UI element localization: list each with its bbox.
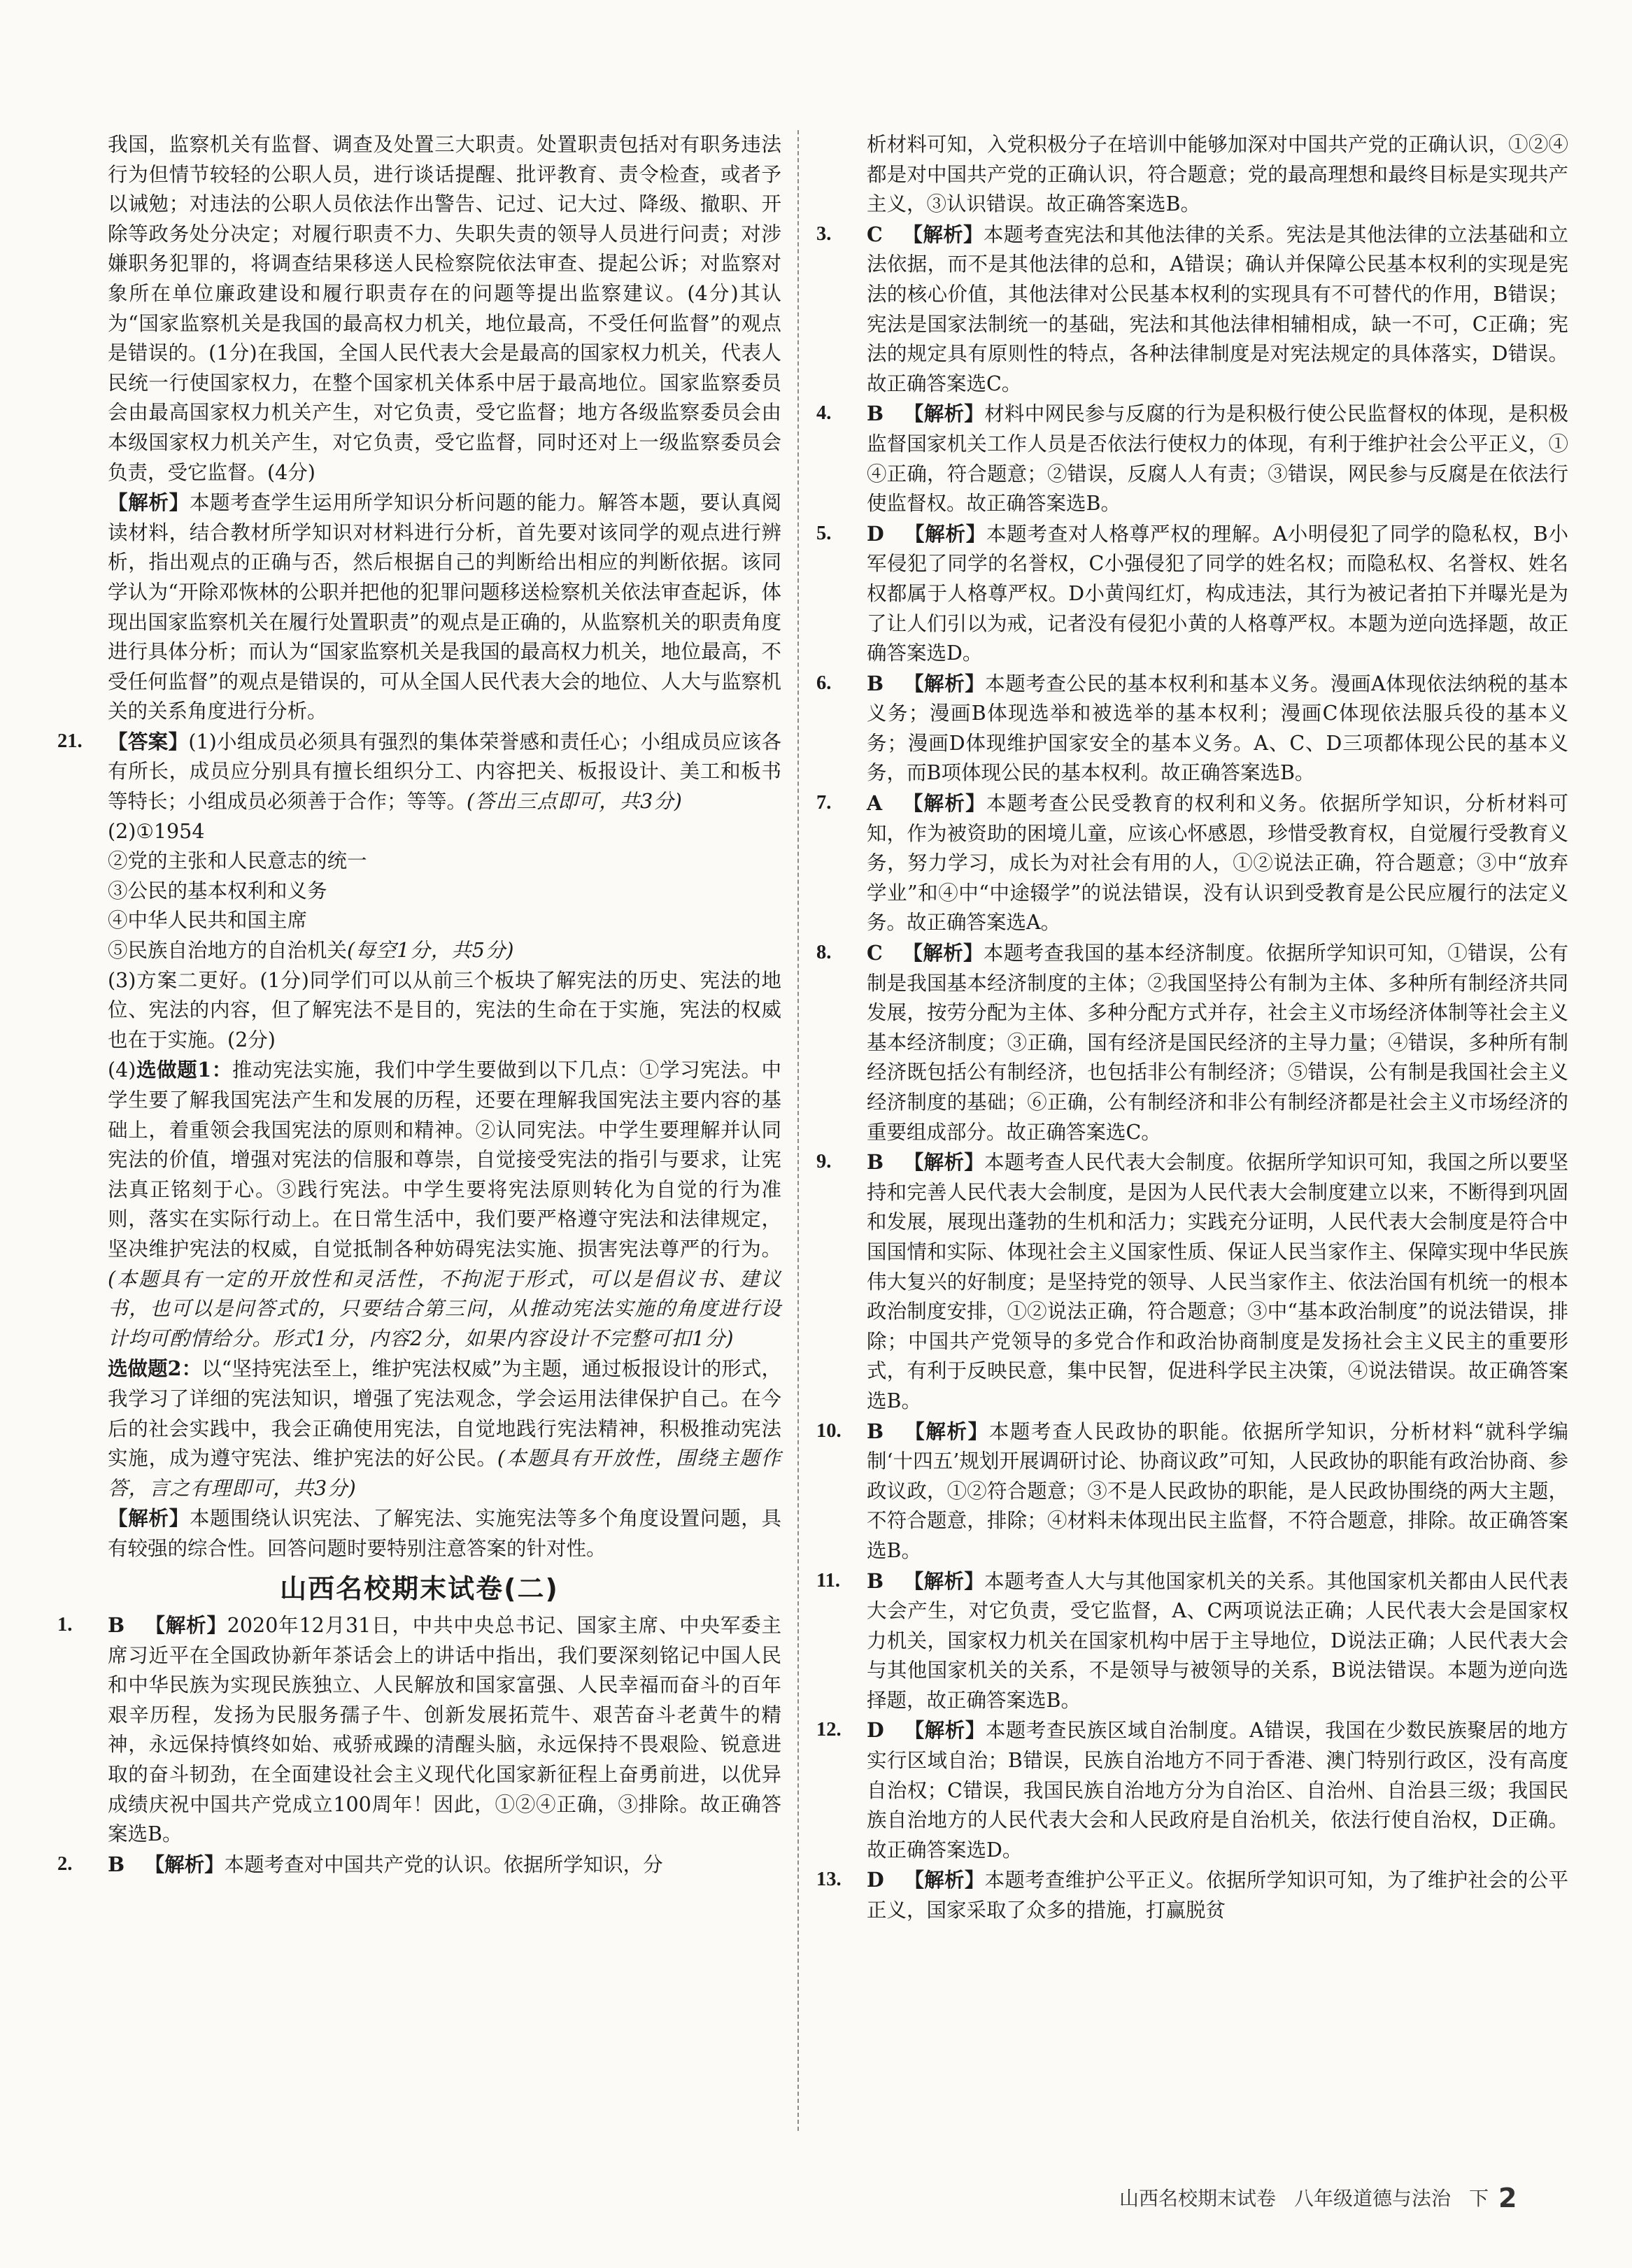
q21-part2-line: ③公民的基本权利和义务 [108,879,327,902]
item-answer: D [867,1868,884,1892]
page-footer [1119,2183,1517,2213]
item-answer: B [867,402,884,426]
q21-part2-line: ④中华人民共和国主席 [108,909,308,933]
analysis-tag: 【解析】 [904,521,986,546]
analysis-tag: 【解析】 [903,1568,985,1593]
item-answer: A [867,791,883,816]
answer-item [816,1715,1568,1865]
q21-part4-choice2: 选做题2：以“坚持宪法至上，维护宪法权威”为主题，通过板报设计的形式，我学习了详细的宪法知识，增强了宪法观念，学会运用法律保护自己。在今后的社会实践中，我会正确使用宪法，自觉地践行宪法精神，积极推动宪法实施，成为遵守宪法、维护宪法的好公民。(本题具有开放性，围绕主题作答，言之有理即可，共3分) [108,1356,781,1500]
q21-part2-line: (2)①1954 [108,819,205,843]
item-answer: B [867,1150,884,1175]
item-text: 本题考查人民政协的职能。依据所学知识，分析材料“就科学编制‘十四五’规划开展调研讨论、协商议政”可知，人民政协的职能有政治协商、参政议政，①②符合题意；③不是人民政协的职能，是人民政协围绕的两大主题，不符合题意，排除；④材料未体现出民主监督，不符合题意，排除。故正确答案选B。 [867,1419,1568,1562]
analysis-tag: 【解析】 [904,1868,985,1892]
q2-number: 2. [57,1852,73,1875]
item-answer: C [867,222,883,246]
q21-part1: 【答案】(1)小组成员必须具有强烈的集体荣誉感和责任心；小组成员应该各有所长，成员应分别具有擅长组织分工、内容把关、板报设计、美工和板书等特长；小组成员必须善于合作；等等。(答出三点即可，共3分) [108,729,781,814]
item-text: 本题考查我国的基本经济制度。依据所学知识可知，①错误，公有制是我国基本经济制度的主体；②我国坚持公有制为主体、多种所有制经济共同发展，按劳分配为主体、多种分配方式并存，社会主义市场经济体制等社会主义基本经济制度；③正确，国有经济是国民经济的主导力量；④错误，多种所有制经济既包括公有制经济，也包括非公有制经济；⑤错误，公有制是我国社会主义经济制度的基础；⑥正确，公有制经济和非公有制经济都是社会主义市场经济的重要组成部分。故正确答案选C。 [867,942,1568,1144]
item-number: 5. [816,522,832,544]
analysis-tag: 【解析】 [108,490,190,515]
analysis-tag: 【解析】 [902,791,986,816]
analysis-tag: 【解析】 [902,941,984,965]
item-answer: C [867,941,883,965]
answer-item [816,669,1568,788]
item-answer: B [867,1568,884,1593]
item-answer: D [867,521,884,546]
item-number: 10. [816,1419,842,1442]
q21-part3: (3)方案二更好。(1分)同学们可以从前三个板块了解宪法的历史、宪法的地位、宪法的内容，但了解宪法不是目的，宪法的生命在于实施，宪法的权威也在于实施。(2分) [108,968,781,1051]
item-number: 6. [816,672,832,694]
answer-item [816,519,1568,669]
item-answer: B [867,1419,884,1443]
page-number: 2 [1498,2183,1517,2213]
q1-answer: B [108,1613,125,1638]
q20-analysis [108,488,781,727]
item-number: 7. [816,792,832,814]
analysis-tag: 【解析】 [904,1718,986,1743]
q21-part4-choice1: (4)选做题1：推动宪法实施，我们中学生要做到以下几点：①学习宪法。中学生要了解我国宪法产生和发展的历程，还要在理解我国宪法主要内容的基础上，着重领会我国宪法的原则和精神。②认同宪法。中学生要理解并认同宪法的价值，增强对宪法的信服和尊崇，自觉接受宪法的指引与要求，让宪法真正铭刻于心。③践行宪法。中学生要将宪法原则转化为自觉的行为准则，落实在实际行动上。在日常生活中，我们要严格遵守宪法和法律规定，坚决维护宪法的权威，自觉抵制各种妨碍宪法实施、损害宪法尊严的行为。(本题具有一定的开放性和灵活性，不拘泥于形式，可以是倡议书、建议书，也可以是问答式的，只要结合第三问，从推动宪法实施的角度进行设计均可酌情给分。形式1分，内容2分，如果内容设计不完整可扣1分) [108,1058,781,1350]
analysis-tag: 【解析】 [902,222,984,246]
item-number: 4. [816,402,832,425]
left-column [57,130,781,1880]
item-answer: B [867,671,884,695]
item-number: 3. [816,222,832,245]
section-title: 山西名校期末试卷(二) [280,1573,559,1604]
answer-list [816,220,1568,1926]
item-text: 本题考查公民受教育的权利和义务。依据所学知识，分析材料可知，作为被资助的困境儿童，应该心怀感恩，珍惜受教育权，自觉履行受教育义务，努力学习，成长为对社会有用的人，①②说法正确，符合题意；③中“放弃学业”和④中“中途辍学”的说法错误，没有认识到受教育是公民应履行的法定义务。故正确答案选A。 [867,792,1568,935]
q2-answer: B [108,1852,125,1876]
q20-continuation [57,130,781,727]
q21-part2-line: ②党的主张和人民意志的统一 [108,849,367,873]
analysis-tag: 【解析】 [903,402,985,426]
answer-item [816,938,1568,1147]
answer-item [816,220,1568,399]
answer-item [816,399,1568,518]
item-text: 材料中网民参与反腐的行为是积极行使公民监督权的体现，是积极监督国家机关工作人员是否依法行使权力的体现，有利于维护社会公平正义，①④正确，符合题意；②错误，反腐人人有责；③错误，网民参与反腐是在依法行使监督权。故正确答案选B。 [867,402,1568,516]
item-text: 本题考查对人格尊严权的理解。A小明侵犯了同学的隐私权，B小军侵犯了同学的名誉权，C小强侵犯了同学的姓名权；而隐私权、名誉权、姓名权都属于人格尊严权。D小黄闯红灯，构成违法，其行为被记者拍下并曝光是为了让人们引以为戒，记者没有侵犯小黄的人格尊严权。本题为逆向选择题，故正确答案选D。 [867,522,1568,665]
item-text: 本题考查民族区域自治制度。A错误，我国在少数民族聚居的地方实行区域自治；B错误，民族自治地方不同于香港、澳门特别行政区，没有高度自治权；C错误，我国民族自治地方分为自治区、自治州、自治县三级；我国民族自治地方的人民代表大会和人民政府是自治机关，依法行使自治权，D正确。故正确答案选D。 [867,1719,1568,1862]
answer-item [816,1566,1568,1716]
answer-item [816,1147,1568,1416]
item-number: 8. [816,942,832,964]
item-text: 本题考查人大与其他国家机关的关系。其他国家机关都由人民代表大会产生，对它负责，受它监督，A、C两项说法正确；人民代表大会是国家权力机关，国家权力机关在国家机构中居于主导地位，D说法正确；人民代表大会与其他国家机关的关系，不是领导与被领导的关系，B说法错误。本题为逆向选择题，故正确答案选B。 [867,1569,1568,1712]
footer-volume: 下 [1469,2187,1489,2210]
item-text: 本题考查宪法和其他法律的关系。宪法是其他法律的立法基础和立法依据，而不是其他法律的总和，A错误；确认并保障公民基本权利的实现是宪法的核心价值，其他法律对公民基本权利的实现具有不可替代的作用，B错误；宪法是国家法制统一的基础，宪法和其他法律相辅相成，缺一不可，C正确；宪法的规定具有原则性的特点，各种法律制度是对宪法规定的具体落实，D错误。故正确答案选C。 [867,222,1568,395]
footer-title: 山西名校期末试卷 [1119,2187,1277,2210]
right-column [816,130,1568,1926]
q21 [57,727,781,1564]
item-number: 9. [816,1151,832,1173]
q2: 2. B 【解析】本题考查对中国共产党的认识。依据所学知识，分 [57,1850,781,1880]
analysis-tag: 【解析】 [903,671,986,695]
item-number: 12. [816,1719,842,1741]
answer-item [816,1417,1568,1566]
q21-number: 21. [57,730,83,752]
q21-part2-line: ⑤民族自治地方的自治机关(每空1分，共5分) [108,939,515,963]
q20-analysis-text: 本题考查学生运用所学知识分析问题的能力。解答本题，要认真阅读材料，结合教材所学知识对材料进行分析，首先要对该同学的观点进行辨析，指出观点的正确与否，然后根据自己的判断给出相应的判断依据。该同学认为“开除邓恢林的公职并把他的犯罪问题移送检察机关依法审查起诉，体现出国家监察机关在履行处置职责”的观点是正确的，从监察机关的职责角度进行具体分析；而认为“国家监察机关是我国的最高权力机关，地位最高，不受任何监督”的观点是错误的，可从全国人民代表大会的地位、人大与监察机关的关系角度进行分析。 [108,491,781,723]
q20-answer-text: 我国，监察机关有监督、调查及处置三大职责。处置职责包括对有职务违法行为但情节较轻的公职人员，进行谈话提醒、批评教育、责令检查，或者予以诫勉；对违法的公职人员依法作出警告、记过、记大过、降级、撤职、开除等政务处分决定；对履行职责不力、失职失责的领导人员进行问责；对涉嫌职务犯罪的，将调查结果移送人民检察院依法审查、提起公诉；对监察对象所在单位廉政建设和履行职责存在的问题等提出监察建议。(4分)其认为“国家监察机关是我国的最高权力机关，地位最高，不受任何监督”的观点是错误的。(1分)在我国，全国人民代表大会是最高的国家权力机关，代表人民统一行使国家权力，在整个国家机关体系中居于最高地位。国家监察委员会由最高国家权力机关产生，对它负责，受它监督；地方各级监察委员会由本级国家权力机关产生，对它负责，受它监督，同时还对上一级监察委员会负责，受它监督。(4分) [108,133,781,484]
column-divider [797,130,800,2131]
analysis-tag: 【解析】 [903,1150,985,1175]
q2-continuation: 析材料可知，入党积极分子在培训中能够加深对中国共产党的正确认识，①②④都是对中国共产党的正确认识，符合题意；党的最高理想和最终目标是实现共产主义，③认识错误。故正确答案选B。 [867,133,1568,216]
answer-item [816,1865,1568,1925]
item-text: 本题考查维护公平正义。依据所学知识可知，为了维护社会的公平正义，国家采取了众多的措施，打赢脱贫 [867,1869,1568,1922]
answer-item [816,788,1568,938]
item-text: 本题考查人民代表大会制度。依据所学知识可知，我国之所以要坚持和完善人民代表大会制度，是因为人民代表大会制度建立以来，不断得到巩固和发展，展现出蓬勃的生机和活力；实践充分证明，人民代表大会制度是符合中国国情和实际、体现社会主义国家性质、保证人民当家作主、保障实现中华民族伟大复兴的好制度；是坚持党的领导、人民当家作主、依法治国有机统一的根本政治制度安排，①②说法正确，符合题意；③中“基本政治制度”的说法错误，排除；中国共产党领导的多党合作和政治协商制度是发扬社会主义民主的重要形式，有利于反映民意，集中民智，促进科学民主决策，④说法错误。故正确答案选B。 [867,1151,1568,1412]
answer-tag: 【答案】 [108,729,189,753]
analysis-tag: 【解析】 [903,1419,989,1443]
q1-number: 1. [57,1614,73,1636]
footer-subject: 八年级道德与法治 [1294,2187,1452,2210]
item-text: 本题考查公民的基本权利和基本义务。漫画A体现依法纳税的基本义务；漫画B体现选举和被选举的基本权利；漫画C体现依法服兵役的基本义务；漫画D体现维护国家安全的基本义务。A、C、D三项都体现公民的基本义务，而B项体现公民的基本权利。故正确答案选B。 [867,672,1568,785]
q21-analysis: 【解析】本题围绕认识宪法、了解宪法、实施宪法等多个角度设置问题，具有较强的综合性。回答问题时要特别注意答案的针对性。 [108,1506,781,1560]
item-answer: D [867,1718,884,1743]
q1: 1. B 【解析】2020年12月31日，中共中央总书记、国家主席、中央军委主席习近平在全国政协新年茶话会上的讲话中指出，我们要深刻铭记中国人民和中华民族为实现民族独立、人民解放和国家富强、人民幸福而奋斗的百年艰辛历程，发扬为民服务孺子牛、创新发展拓荒牛、艰苦奋斗老黄牛的精神，永远保持慎终如始、戒骄戒躁的清醒头脑，永远保持不畏艰险、锐意进取的奋斗韧劲，在全面建设社会主义现代化国家新征程上奋勇前进，以优异成绩庆祝中国共产党成立100周年！因此，①②④正确，③排除。故正确答案选B。 [57,1610,781,1850]
item-number: 11. [816,1569,841,1592]
item-number: 13. [816,1869,842,1891]
